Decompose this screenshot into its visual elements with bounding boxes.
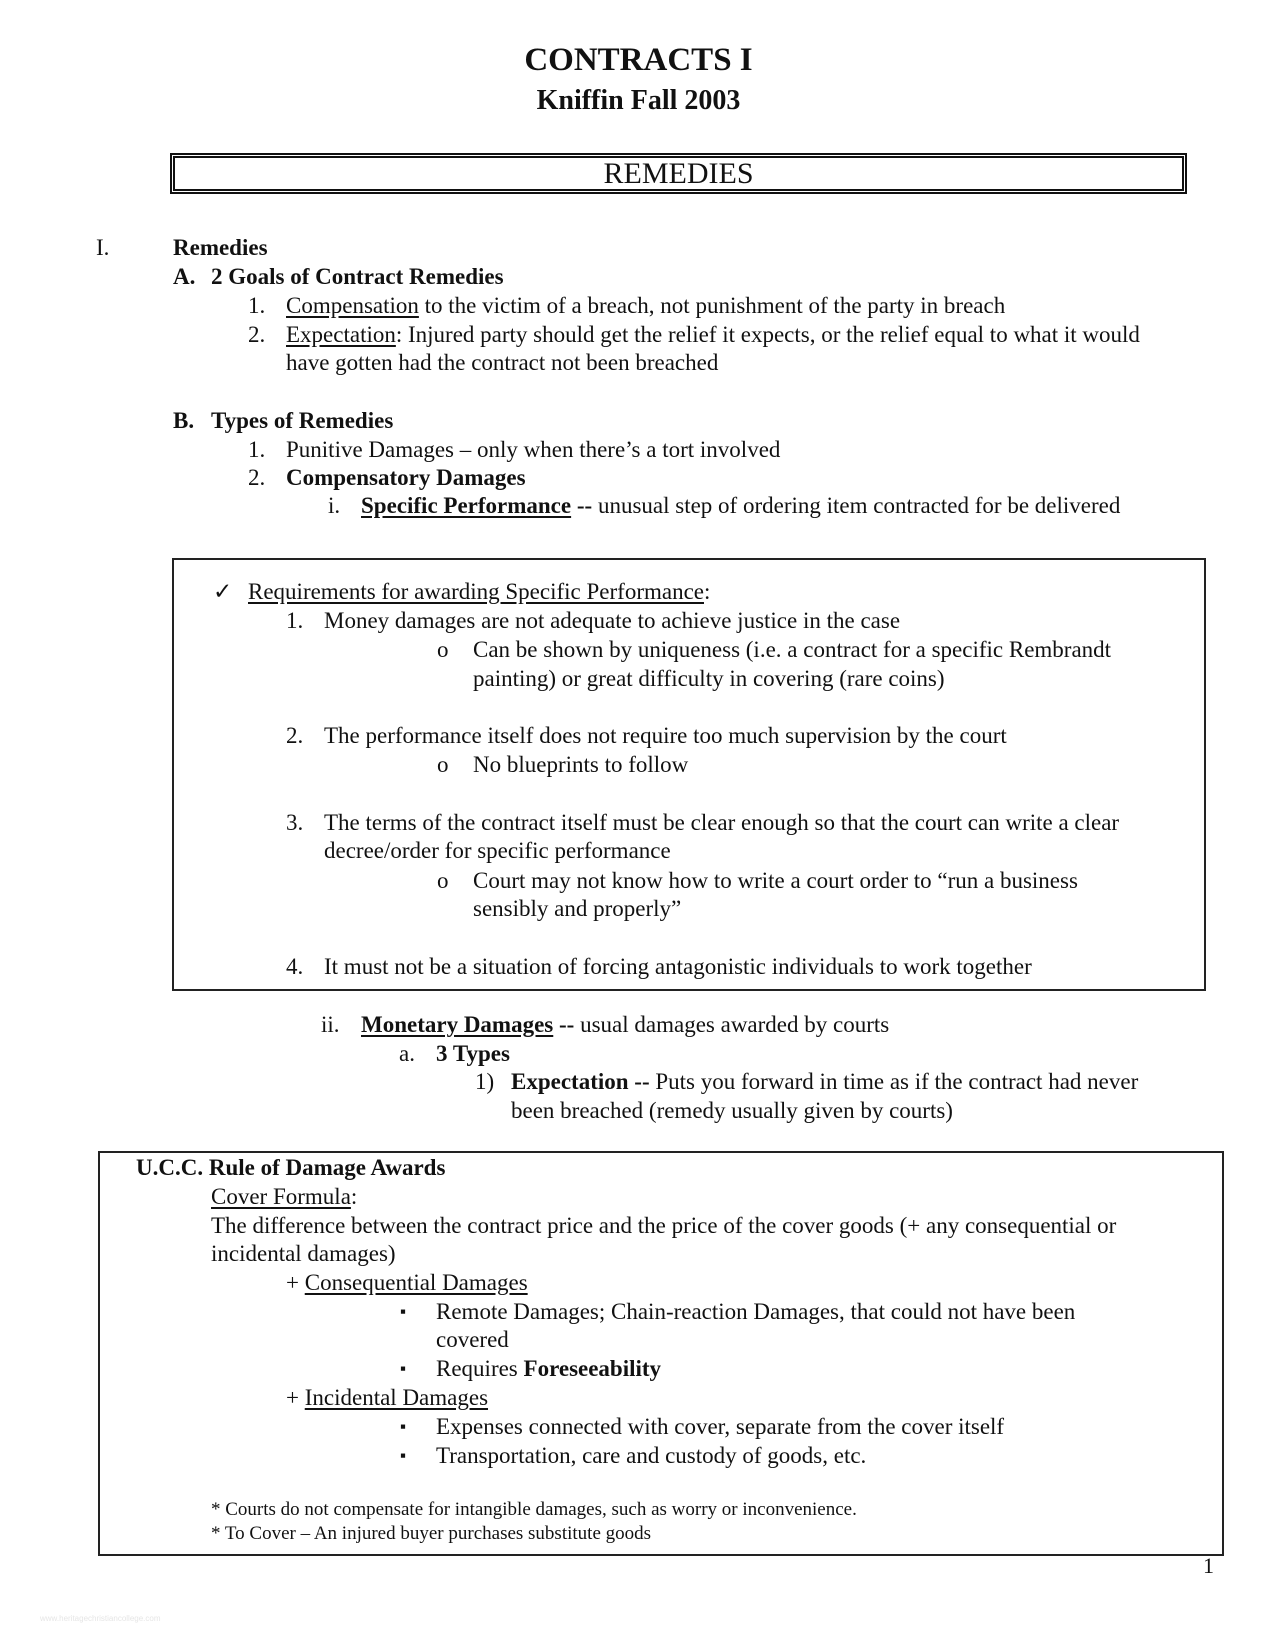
bullet-item: Remote Damages; Chain-reaction Damages, that could not have been: [436, 1299, 1076, 1324]
square-bullet-icon: ▪: [400, 1302, 407, 1321]
square-bullet-icon: ▪: [400, 1446, 407, 1465]
list-item: Punitive Damages – only when there’s a tort involved: [286, 437, 781, 462]
consequential-label: Consequential Damages: [304, 1270, 528, 1295]
bullet-icon: o: [437, 752, 449, 777]
list-item: The terms of the contract itself must be clear enough so that the court can write a clear: [324, 810, 1120, 835]
text: to the victim of a breach, not punishment of the party in breach: [418, 293, 1006, 318]
term: Expectation --: [511, 1069, 650, 1094]
formula-colon: :: [350, 1184, 358, 1209]
outline-a-label: A.: [173, 264, 196, 289]
list-item: [286, 291, 1005, 320]
list-number: 3.: [286, 810, 304, 835]
term: Expectation: [286, 322, 396, 347]
dash: --: [553, 1012, 575, 1037]
bullet-item: Expenses connected with cover, separate from the cover itself: [436, 1414, 1005, 1439]
dash: --: [571, 493, 593, 518]
section-number: I.: [96, 235, 110, 260]
sub-item-continuation: painting) or great difficulty in covering (rare coins): [473, 666, 945, 691]
page-number: 1: [1203, 1553, 1214, 1578]
list-item: It must not be a situation of forcing antagonistic individuals to work together: [324, 954, 1032, 979]
formula-label: [211, 1182, 357, 1211]
list-number: 4.: [286, 954, 304, 979]
formula-text: The difference between the contract price and the price of the cover goods (+ any consequential or: [211, 1213, 1117, 1238]
incidental-label: Incidental Damages: [304, 1385, 489, 1410]
checkmark-icon: ✓: [213, 579, 233, 604]
footnote: * To Cover – An injured buyer purchases substitute goods: [211, 1523, 652, 1544]
sub-item: No blueprints to follow: [473, 752, 689, 777]
bullet-item: Transportation, care and custody of goods, etc.: [436, 1443, 867, 1468]
list-number: i.: [328, 493, 341, 518]
text: unusual step of ordering item contracted for be delivered: [592, 493, 1121, 518]
consequential-heading: [286, 1268, 528, 1297]
list-item: Money damages are not adequate to achieve justice in the case: [324, 608, 901, 633]
outline-b-title: Types of Remedies: [211, 408, 394, 433]
list-number: 1.: [248, 293, 266, 318]
list-item-continuation: been breached (remedy usually given by courts): [511, 1098, 953, 1123]
text: Puts you forward in time as if the contract had never: [649, 1069, 1139, 1094]
plus-sign: +: [286, 1270, 305, 1295]
sub-item: Court may not know how to write a court order to “run a business: [473, 868, 1078, 893]
list-number: 1.: [286, 608, 304, 633]
heading-colon: :: [704, 579, 711, 604]
list-item: The performance itself does not require too much supervision by the court: [324, 723, 1007, 748]
bullet-icon: o: [437, 637, 449, 662]
formula-label-text: Cover Formula: [211, 1184, 351, 1209]
bold-term: Foreseeability: [523, 1356, 662, 1381]
bullet-icon: o: [437, 868, 449, 893]
outline-a-title: 2 Goals of Contract Remedies: [211, 264, 504, 289]
text: : Injured party should get the relief it expects, or the relief equal to what it would: [395, 322, 1140, 347]
footnote: * Courts do not compensate for intangible damages, such as worry or inconvenience.: [211, 1499, 857, 1520]
text: Requires: [436, 1356, 524, 1381]
square-bullet-icon: ▪: [400, 1359, 407, 1378]
list-item-continuation: have gotten had the contract not been breached: [286, 350, 719, 375]
box-heading: U.C.C. Rule of Damage Awards: [136, 1155, 446, 1180]
bullet-item: [436, 1354, 661, 1383]
list-item: Compensatory Damages: [286, 465, 526, 490]
formula-text-continuation: incidental damages): [211, 1241, 396, 1266]
page-title: CONTRACTS I: [524, 42, 753, 78]
bullet-item-continuation: covered: [436, 1327, 509, 1352]
list-item: [361, 1010, 889, 1039]
list-number: 2.: [248, 465, 266, 490]
list-number: 2.: [286, 723, 304, 748]
list-item: [361, 491, 1120, 520]
section-heading: Remedies: [173, 235, 268, 260]
text: usual damages awarded by courts: [574, 1012, 890, 1037]
sub-item: Can be shown by uniqueness (i.e. a contract for a specific Rembrandt: [473, 637, 1112, 662]
list-number: 2.: [248, 322, 266, 347]
page-subtitle: Kniffin Fall 2003: [536, 85, 741, 116]
list-item: [511, 1067, 1138, 1096]
outline-b-label: B.: [173, 408, 195, 433]
list-item-continuation: decree/order for specific performance: [324, 838, 671, 863]
heading-text: Requirements for awarding Specific Performance: [248, 579, 704, 604]
term: Monetary Damages: [361, 1012, 554, 1037]
watermark: www.heritagechristiancollege.com: [40, 1614, 161, 1623]
box-heading: [248, 577, 710, 606]
section-banner: REMEDIES: [170, 153, 1187, 194]
term: Compensation: [286, 293, 419, 318]
list-number: 1.: [248, 437, 266, 462]
list-number: ii.: [321, 1012, 340, 1037]
list-item: 3 Types: [436, 1041, 510, 1066]
sub-item-continuation: sensibly and properly”: [473, 896, 682, 921]
square-bullet-icon: ▪: [400, 1417, 407, 1436]
list-item: [286, 320, 1140, 349]
list-number: a.: [399, 1041, 415, 1066]
term: Specific Performance: [361, 493, 572, 518]
list-number: 1): [475, 1069, 495, 1094]
plus-sign: +: [286, 1385, 305, 1410]
incidental-heading: [286, 1383, 488, 1412]
